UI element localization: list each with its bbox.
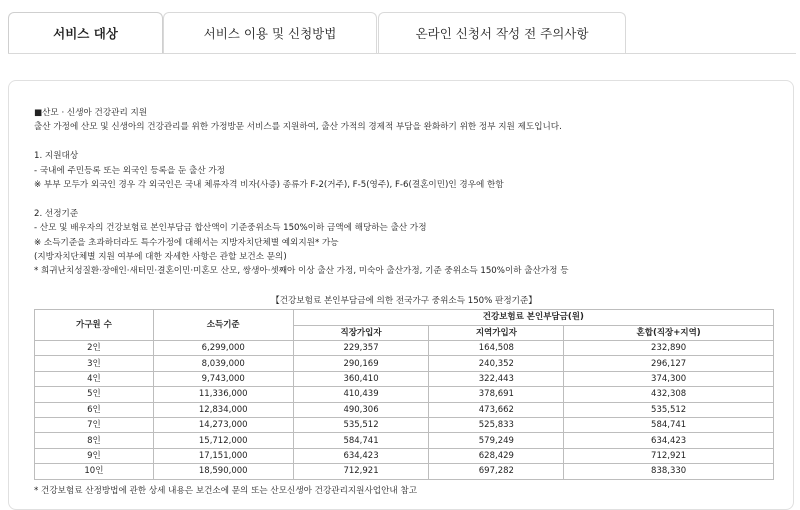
cell-mixed: 432,308 bbox=[564, 387, 774, 402]
cell-mixed: 584,741 bbox=[564, 417, 774, 432]
cell-regional: 473,662 bbox=[429, 402, 564, 417]
content-body bbox=[34, 106, 774, 279]
table-row bbox=[35, 341, 774, 356]
cell-regional: 240,352 bbox=[429, 356, 564, 371]
cell-workplace: 712,921 bbox=[293, 464, 429, 479]
cell-income: 14,273,000 bbox=[153, 417, 293, 432]
header-workplace: 직장가입자 bbox=[293, 325, 429, 341]
cell-mixed: 634,423 bbox=[564, 433, 774, 448]
cell-mixed: 232,890 bbox=[564, 341, 774, 356]
intro-heading: ■산모 · 신생아 건강관리 지원 bbox=[34, 108, 148, 118]
section2-footnote: * 희귀난치성질환·장애인·새터민·결혼이민·미혼모 산모, 쌍생아·셋째아 이상 출산 가정, 미숙아 출산가정, 기준 중위소득 150%이하 출산가정 등 bbox=[34, 266, 569, 277]
table-row bbox=[35, 371, 774, 386]
cell-household: 3인 bbox=[35, 356, 154, 371]
cell-household: 4인 bbox=[35, 371, 154, 386]
cell-income: 8,039,000 bbox=[153, 356, 293, 371]
cell-workplace: 290,169 bbox=[293, 356, 429, 371]
cell-workplace: 535,512 bbox=[293, 417, 429, 432]
section1-line: - 국내에 주민등록 또는 외국인 등록을 둔 출산 가정 bbox=[34, 165, 225, 176]
table-row bbox=[35, 417, 774, 432]
header-mixed: 혼합(직장+지역) bbox=[564, 325, 774, 341]
cell-household: 9인 bbox=[35, 448, 154, 463]
income-criteria-table bbox=[34, 309, 774, 480]
cell-mixed: 374,300 bbox=[564, 371, 774, 386]
section2-title: 2. 선정기준 bbox=[34, 208, 79, 219]
cell-income: 11,336,000 bbox=[153, 387, 293, 402]
cell-workplace: 410,439 bbox=[293, 387, 429, 402]
cell-workplace: 229,357 bbox=[293, 341, 429, 356]
cell-income: 6,299,000 bbox=[153, 341, 293, 356]
cell-mixed: 712,921 bbox=[564, 448, 774, 463]
section2-line: - 산모 및 배우자의 건강보험료 본인부담금 합산액이 기준중위소득 150%이하 금액에 해당하는 출산 가정 bbox=[34, 223, 427, 234]
cell-regional: 525,833 bbox=[429, 417, 564, 432]
cell-income: 17,151,000 bbox=[153, 448, 293, 463]
section2-note: ※ 소득기준을 초과하더라도 특수가정에 대해서는 지방자치단체별 예외지원* 가능 bbox=[34, 237, 339, 248]
cell-household: 7인 bbox=[35, 417, 154, 432]
header-household: 가구원 수 bbox=[35, 310, 154, 341]
section2-detail: (지방자치단체별 지원 여부에 대한 자세한 사항은 관할 보건소 문의) bbox=[34, 252, 287, 263]
header-income: 소득기준 bbox=[153, 310, 293, 341]
cell-regional: 164,508 bbox=[429, 341, 564, 356]
table-row bbox=[35, 387, 774, 402]
cell-mixed: 296,127 bbox=[564, 356, 774, 371]
table-row bbox=[35, 448, 774, 463]
intro-description: 출산 가정에 산모 및 신생아의 건강관리를 위한 가정방문 서비스를 지원하여, 출산 가적의 경제적 부담을 완화하기 위한 정부 지원 제도입니다. bbox=[34, 122, 562, 133]
tab-divider bbox=[8, 53, 796, 54]
cell-workplace: 634,423 bbox=[293, 448, 429, 463]
cell-income: 15,712,000 bbox=[153, 433, 293, 448]
tab-label: 온라인 신청서 작성 전 주의사항 bbox=[415, 26, 589, 41]
header-premium-group: 건강보험료 본인부담금(원) bbox=[293, 310, 773, 326]
footnote: * 건강보험료 산정방법에 관한 상세 내용은 보건소에 문의 또는 산모신생아 건강관리지원사업안내 참고 bbox=[34, 486, 418, 496]
cell-household: 8인 bbox=[35, 433, 154, 448]
cell-regional: 697,282 bbox=[429, 464, 564, 479]
cell-mixed: 535,512 bbox=[564, 402, 774, 417]
cell-income: 9,743,000 bbox=[153, 371, 293, 386]
tab-service-target[interactable] bbox=[8, 12, 163, 54]
cell-workplace: 490,306 bbox=[293, 402, 429, 417]
cell-household: 6인 bbox=[35, 402, 154, 417]
cell-income: 18,590,000 bbox=[153, 464, 293, 479]
cell-regional: 628,429 bbox=[429, 448, 564, 463]
cell-workplace: 584,741 bbox=[293, 433, 429, 448]
table-caption: 【건강보험료 본인부담금에 의한 전국가구 중위소득 150% 판정기준】 bbox=[271, 296, 537, 306]
cell-household: 5인 bbox=[35, 387, 154, 402]
table-row bbox=[35, 464, 774, 479]
tab-online-notice[interactable] bbox=[378, 12, 626, 53]
tab-service-usage[interactable] bbox=[163, 12, 377, 53]
cell-household: 2인 bbox=[35, 341, 154, 356]
cell-workplace: 360,410 bbox=[293, 371, 429, 386]
cell-regional: 322,443 bbox=[429, 371, 564, 386]
cell-income: 12,834,000 bbox=[153, 402, 293, 417]
tab-label: 서비스 대상 bbox=[53, 26, 118, 41]
table-row bbox=[35, 402, 774, 417]
cell-household: 10인 bbox=[35, 464, 154, 479]
header-regional: 지역가입자 bbox=[429, 325, 564, 341]
cell-mixed: 838,330 bbox=[564, 464, 774, 479]
cell-regional: 378,691 bbox=[429, 387, 564, 402]
table-row bbox=[35, 433, 774, 448]
section1-title: 1. 지원대상 bbox=[34, 151, 79, 162]
cell-regional: 579,249 bbox=[429, 433, 564, 448]
tab-label: 서비스 이용 및 신청방법 bbox=[203, 26, 337, 41]
section1-note: ※ 부부 모두가 외국인 경우 각 외국인은 국내 체류자격 비자(사증) 종류가 F-2(거주), F-5(영주), F-6(결혼이민)인 경우에 한함 bbox=[34, 180, 504, 191]
table-row bbox=[35, 356, 774, 371]
